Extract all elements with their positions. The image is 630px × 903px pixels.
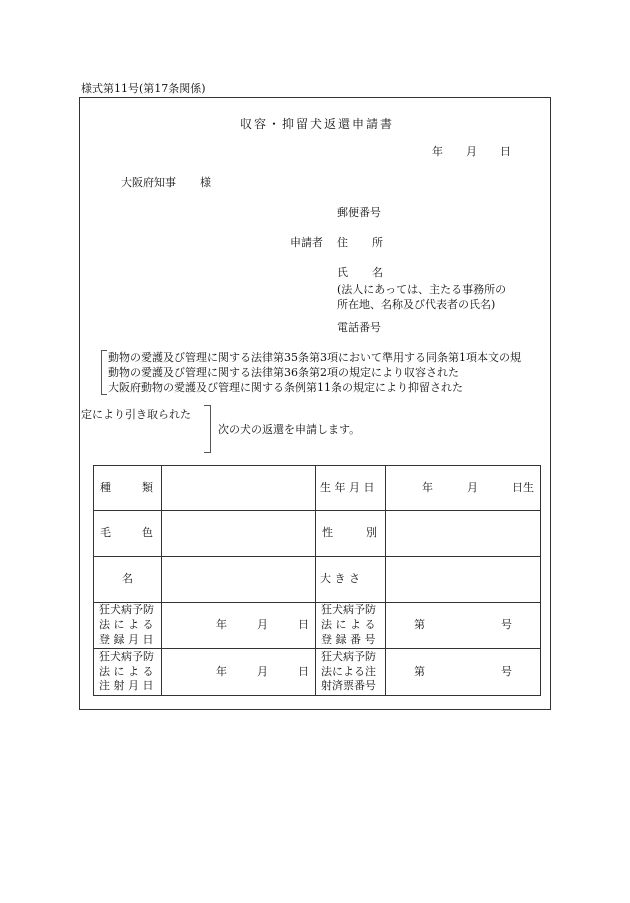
dog-details-table xyxy=(93,465,541,696)
birth-date-label: 生 年 月 日 xyxy=(316,466,386,511)
legal-option-1: 動物の愛護及び管理に関する法律第35条第3項において準用する同条第1項本文の規 xyxy=(108,351,521,364)
table-row xyxy=(94,557,541,603)
name-label-char1: 氏 xyxy=(337,266,348,279)
registration-date-label xyxy=(94,603,162,649)
legal-options-bracket xyxy=(101,350,107,395)
applicant-label: 申請者 xyxy=(290,236,323,249)
corporate-note-line1: (法人にあっては、主たる事務所の xyxy=(337,283,507,296)
injection-date-month: 月 xyxy=(257,664,268,678)
injection-date-value-cell[interactable] xyxy=(162,649,316,696)
registration-date-month: 月 xyxy=(257,618,268,632)
table-row xyxy=(94,466,541,511)
birth-date-month: 月 xyxy=(467,480,478,494)
dog-name-value-cell[interactable] xyxy=(162,557,316,603)
sex-value-cell[interactable] xyxy=(386,511,541,557)
injection-date-label-line1: 狂犬病予防 xyxy=(99,649,154,663)
date-day: 日 xyxy=(500,145,511,158)
kind-label-char1: 種 xyxy=(100,480,111,494)
registration-number-label-line1: 狂犬病予防 xyxy=(321,603,376,617)
registration-number-label-line2: 法 に よ る xyxy=(321,618,376,632)
injection-date-year: 年 xyxy=(216,664,227,678)
sex-label-char1: 性 xyxy=(322,526,333,540)
injection-date-label-line3: 注 射 月 日 xyxy=(99,679,154,693)
registration-date-label-line3: 登 録 月 日 xyxy=(99,632,154,646)
injection-tag-number-label-line3: 射済票番号 xyxy=(321,679,376,693)
table-row xyxy=(94,511,541,557)
registration-date-day: 日 xyxy=(298,618,309,632)
request-text: 次の犬の返還を申請します。 xyxy=(218,423,361,436)
registration-number-prefix: 第 xyxy=(414,618,425,632)
injection-date-label xyxy=(94,649,162,696)
kind-label-cell xyxy=(94,466,162,511)
registration-number-suffix: 号 xyxy=(501,618,512,632)
addressee-suffix: 様 xyxy=(200,176,211,189)
coat-color-label-char2: 色 xyxy=(142,526,153,540)
dog-name-label: 名 xyxy=(94,557,162,603)
injection-tag-number-label-line2: 法による注 xyxy=(321,664,376,678)
request-bracket xyxy=(204,405,211,453)
form-title: 収容・抑留犬返還申請書 xyxy=(240,117,395,131)
legal-continuation: 定により引き取られた xyxy=(81,408,191,421)
registration-number-value-cell[interactable] xyxy=(386,603,541,649)
address-label-char2: 所 xyxy=(372,236,383,249)
birth-date-value-cell[interactable] xyxy=(386,466,541,511)
registration-date-year: 年 xyxy=(216,618,227,632)
table-row xyxy=(94,603,541,649)
birth-date-day: 日生 xyxy=(512,480,534,494)
sex-label-char2: 別 xyxy=(366,526,377,540)
legal-option-3: 大阪府動物の愛護及び管理に関する条例第11条の規定により抑留された xyxy=(108,381,463,394)
registration-number-label-line3: 登 録 番 号 xyxy=(321,632,376,646)
date-month: 月 xyxy=(466,145,477,158)
form-id: 様式第11号(第17条関係) xyxy=(81,82,206,95)
injection-tag-number-prefix: 第 xyxy=(414,664,425,678)
injection-tag-number-value-cell[interactable] xyxy=(386,649,541,696)
kind-value-cell[interactable] xyxy=(162,466,316,511)
sex-label-cell xyxy=(316,511,386,557)
addressee-name: 大阪府知事 xyxy=(121,176,176,189)
phone-label: 電話番号 xyxy=(337,321,381,334)
birth-date-year: 年 xyxy=(422,480,433,494)
registration-date-value-cell[interactable] xyxy=(162,603,316,649)
injection-date-day: 日 xyxy=(298,664,309,678)
kind-label-char2: 類 xyxy=(142,480,153,494)
name-label-char2: 名 xyxy=(372,266,383,279)
coat-color-value-cell[interactable] xyxy=(162,511,316,557)
size-label: 大 き さ xyxy=(316,557,386,603)
injection-tag-number-suffix: 号 xyxy=(501,664,512,678)
coat-color-label-char1: 毛 xyxy=(100,526,111,540)
postal-code-label: 郵便番号 xyxy=(337,206,381,219)
legal-option-2: 動物の愛護及び管理に関する法律第36条第2項の規定により収容された xyxy=(108,366,459,379)
date-year: 年 xyxy=(432,145,443,158)
registration-date-label-line1: 狂犬病予防 xyxy=(99,603,154,617)
address-label-char1: 住 xyxy=(337,236,348,249)
size-value-cell[interactable] xyxy=(386,557,541,603)
corporate-note-line2: 所在地、名称及び代表者の氏名) xyxy=(337,298,496,311)
registration-date-label-line2: 法 に よ る xyxy=(99,618,154,632)
injection-tag-number-label xyxy=(316,649,386,696)
table-row xyxy=(94,649,541,696)
coat-color-label-cell xyxy=(94,511,162,557)
injection-tag-number-label-line1: 狂犬病予防 xyxy=(321,649,376,663)
injection-date-label-line2: 法 に よ る xyxy=(99,664,154,678)
registration-number-label xyxy=(316,603,386,649)
